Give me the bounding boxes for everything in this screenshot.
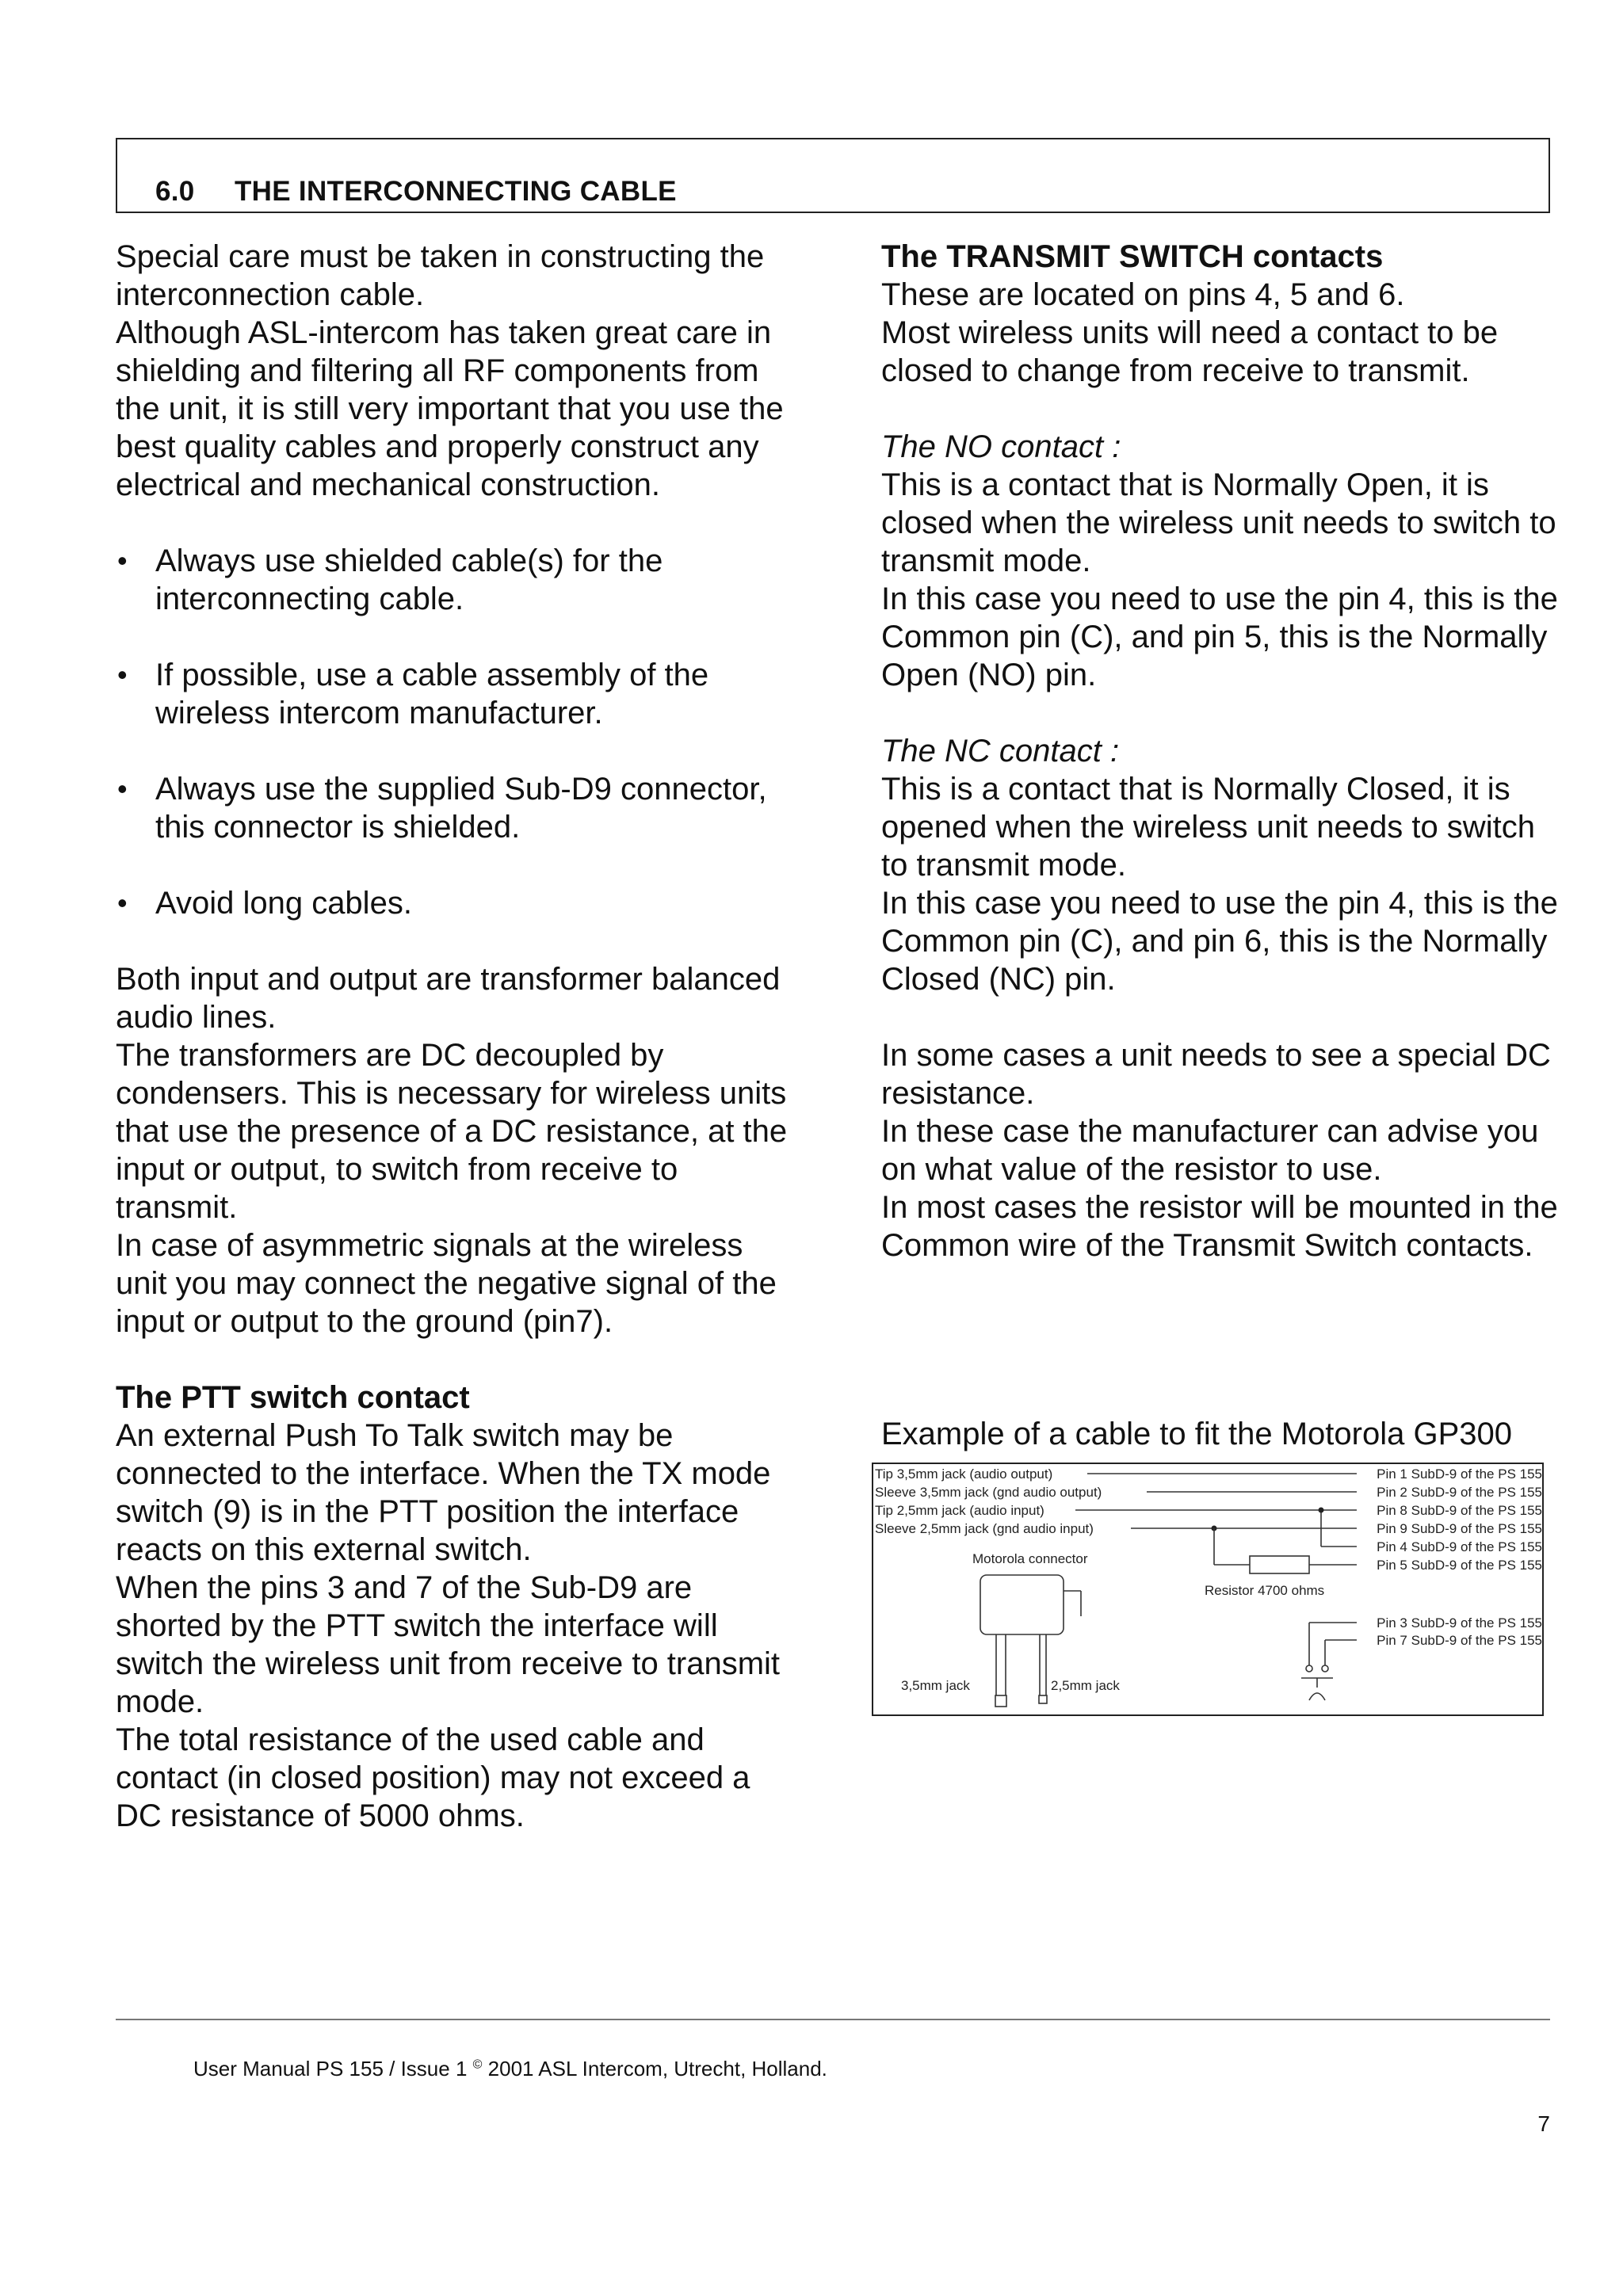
- jack-25-icon: [1039, 1695, 1047, 1703]
- resistance-paragraph: In these case the manufacturer can advise you on what value of the resistor to use.: [881, 1114, 1539, 1187]
- audio-paragraph: Both input and output are transformer balanced audio lines.: [116, 962, 781, 1035]
- pin-label: Pin 8 SubD-9 of the PS 155: [1377, 1503, 1542, 1518]
- pin-label: Pin 9 SubD-9 of the PS 155: [1377, 1521, 1542, 1536]
- list-item: • If possible, use a cable assembly of the wireless intercom manufacturer.: [116, 656, 789, 732]
- nc-contact-paragraph: This is a contact that is Normally Closed, it is opened when the wireless unit needs to switch to transmit mode.: [881, 772, 1535, 883]
- no-contact-paragraph: In this case you need to use the pin 4, this is the Common pin (C), and pin 5, this is the Normally Open (NO) pin.: [881, 582, 1558, 692]
- ptt-heading: The PTT switch contact: [116, 1380, 470, 1415]
- footer-text: [193, 2057, 827, 2081]
- diagram-caption: Example of a cable to fit the Motorola GP300: [881, 1417, 1512, 1451]
- resistor-label: Resistor 4700 ohms: [1205, 1583, 1325, 1598]
- ptt-paragraph: When the pins 3 and 7 of the Sub-D9 are shorted by the PTT switch the interface will switch the wireless unit from receive to transmit mode.: [116, 1570, 781, 1719]
- tx-paragraph: These are located on pins 4, 5 and 6.: [881, 277, 1405, 312]
- section-header-box: [116, 138, 1550, 213]
- tx-paragraph: Most wireless units will need a contact to be closed to change from receive to transmit.: [881, 315, 1499, 388]
- switch-contact: [1306, 1665, 1312, 1672]
- nc-contact-heading: The NC contact :: [881, 734, 1120, 769]
- pin-label: Pin 4 SubD-9 of the PS 155: [1377, 1539, 1542, 1554]
- audio-paragraph: In case of asymmetric signals at the wireless unit you may connect the negative signal of the input or output to the ground (pin7).: [116, 1228, 777, 1339]
- list-item: • Avoid long cables.: [116, 884, 789, 922]
- jack-35-icon: [995, 1695, 1006, 1707]
- ptt-paragraph: The total resistance of the used cable and contact (in closed position) may not exceed a DC resistance of 5000 ohms.: [116, 1722, 750, 1833]
- right-column: [881, 238, 1563, 1264]
- copyright-symbol: ©: [472, 2058, 483, 2072]
- pin-label: Pin 7 SubD-9 of the PS 155: [1377, 1633, 1542, 1648]
- footer-manual: User Manual PS 155 / Issue 1: [193, 2057, 473, 2081]
- ptt-button-icon: [1309, 1693, 1325, 1700]
- intro-paragraph: Special care must be taken in constructing the interconnection cable.: [116, 239, 765, 312]
- intro-paragraph: Although ASL-intercom has taken great care in shielding and filtering all RF components from the unit, it is still very important that you use the best quality cables and properly construct any electrical and mechanical construction.: [116, 315, 784, 502]
- switch-contact: [1322, 1665, 1328, 1672]
- left-label: Sleeve 3,5mm jack (gnd audio output): [875, 1485, 1102, 1500]
- nc-contact-paragraph: In this case you need to use the pin 4, this is the Common pin (C), and pin 6, this is the Normally Closed (NC) pin.: [881, 886, 1558, 997]
- pin-label: Pin 1 SubD-9 of the PS 155: [1377, 1466, 1542, 1482]
- jack-25-label: 2,5mm jack: [1051, 1678, 1120, 1693]
- left-column: [116, 238, 789, 1835]
- no-contact-heading: The NO contact :: [881, 429, 1121, 464]
- left-label: Tip 3,5mm jack (audio output): [875, 1466, 1053, 1482]
- pin-label: Pin 5 SubD-9 of the PS 155: [1377, 1558, 1542, 1573]
- cable-wiring-diagram: [872, 1463, 1544, 1716]
- pin-label: Pin 3 SubD-9 of the PS 155: [1377, 1615, 1542, 1630]
- no-contact-paragraph: This is a contact that is Normally Open, it is closed when the wireless unit needs to switch to transmit mode.: [881, 467, 1556, 578]
- left-label: Tip 2,5mm jack (audio input): [875, 1503, 1044, 1518]
- section-number: 6.0: [155, 176, 195, 207]
- footer-divider: [116, 2019, 1550, 2020]
- jack-35-label: 3,5mm jack: [901, 1678, 970, 1693]
- tx-heading: The TRANSMIT SWITCH contacts: [881, 239, 1384, 274]
- section-title: [155, 176, 677, 208]
- list-item: • Always use the supplied Sub-D9 connector, this connector is shielded.: [116, 770, 789, 846]
- pin-label: Pin 2 SubD-9 of the PS 155: [1377, 1485, 1542, 1500]
- left-label: Sleeve 2,5mm jack (gnd audio input): [875, 1521, 1094, 1536]
- motorola-connector-icon: [980, 1575, 1064, 1634]
- resistor-symbol: [1250, 1556, 1309, 1573]
- resistance-paragraph: In some cases a unit needs to see a special DC resistance.: [881, 1038, 1551, 1111]
- ptt-paragraph: An external Push To Talk switch may be connected to the interface. When the TX mode switch (9) is in the PTT position the interface reacts on this external switch.: [116, 1418, 771, 1567]
- resistance-paragraph: In most cases the resistor will be mounted in the Common wire of the Transmit Switch contacts.: [881, 1190, 1558, 1263]
- cable-tips-list: [116, 542, 789, 922]
- page-number: 7: [1537, 2111, 1550, 2136]
- footer-company: 2001 ASL Intercom, Utrecht, Holland.: [482, 2057, 827, 2081]
- junction-dot: [1319, 1508, 1324, 1513]
- section-title-text: THE INTERCONNECTING CABLE: [235, 176, 677, 207]
- list-item: • Always use shielded cable(s) for the interconnecting cable.: [116, 542, 789, 618]
- connector-label: Motorola connector: [972, 1551, 1088, 1566]
- audio-paragraph: The transformers are DC decoupled by condensers. This is necessary for wireless units that use the presence of a DC resistance, at the input or output, to switch from receive to transmit.: [116, 1038, 788, 1225]
